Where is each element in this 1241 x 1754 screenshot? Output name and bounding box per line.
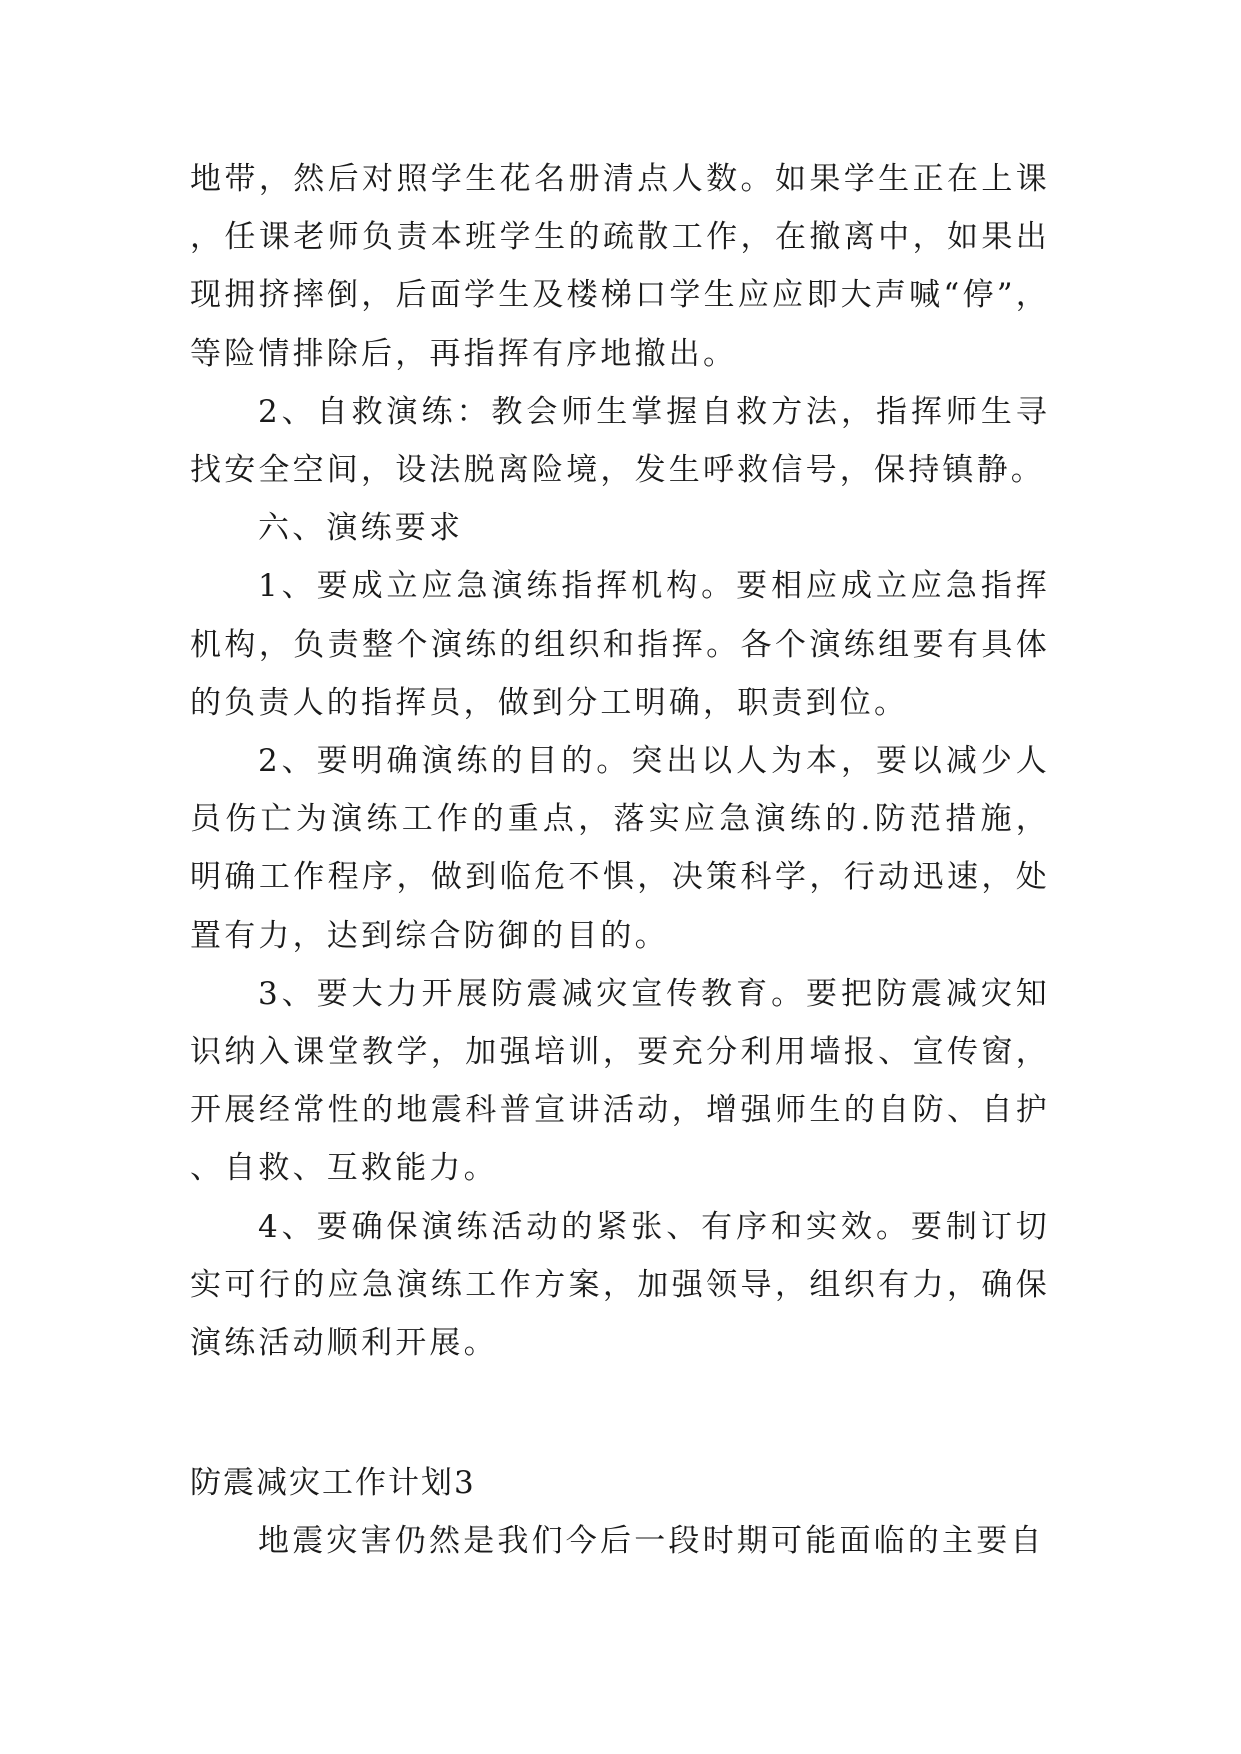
section-heading-drill-requirements: 六、演练要求 [258, 510, 464, 547]
paragraph-requirement-1: 1、要成立应急演练指挥机构。要相应成立应急指挥机构，负责整个演练的组织和指挥。各个演练组要有具体的负责人的指挥员，做到分工明确，职责到位。 [190, 568, 1050, 721]
paragraph-evacuation-continued: 地带，然后对照学生花名册清点人数。如果学生正在上课，任课老师负责本班学生的疏散工作，在撤离中，如果出现拥挤摔倒，后面学生及楼梯口学生应应即大声喊“停”，等险情排除后，再指挥有序地撤出。 [190, 161, 1050, 372]
document-section-title: 防震减灾工作计划3 [190, 1465, 476, 1502]
paragraph-self-rescue-drill: 2、自救演练：教会师生掌握自救方法，指挥师生寻找安全空间，设法脱离险境，发生呼救信号，保持镇静。 [190, 393, 1050, 489]
paragraph-section-intro: 地震灾害仍然是我们今后一段时期可能面临的主要自 [258, 1523, 1045, 1560]
paragraph-requirement-4: 4、要确保演练活动的紧张、有序和实效。要制订切实可行的应急演练工作方案，加强领导，组织有力，确保演练活动顺利开展。 [190, 1208, 1050, 1362]
paragraph-requirement-2: 2、要明确演练的目的。突出以人为本，要以减少人员伤亡为演练工作的重点，落实应急演练的.防范措施，明确工作程序，做到临危不惧，决策科学，行动迅速，处置有力，达到综合防御的目的。 [190, 743, 1050, 954]
paragraph-requirement-3: 3、要大力开展防震减灾宣传教育。要把防震减灾知识纳入课堂教学，加强培训，要充分利用墙报、宣传窗，开展经常性的地震科普宣讲活动，增强师生的自防、自护、自救、互救能力。 [190, 975, 1050, 1187]
document-page [190, 150, 1050, 1571]
